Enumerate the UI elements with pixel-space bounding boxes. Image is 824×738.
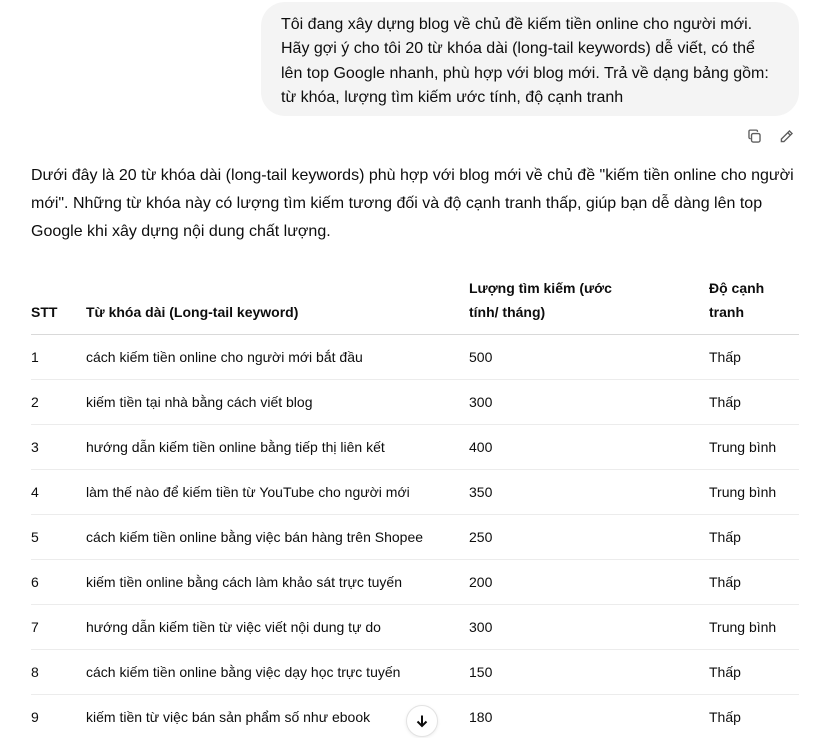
user-message-bubble	[261, 2, 799, 116]
cell-stt: 8	[31, 650, 86, 695]
cell-competition: Thấp	[709, 380, 799, 425]
user-message-line: Hãy gợi ý cho tôi 20 từ khóa dài (long-tail keywords) dễ viết, có thể	[281, 40, 755, 58]
table-row	[31, 380, 799, 425]
cell-volume: 350	[469, 470, 709, 515]
table-row	[31, 650, 799, 695]
scroll-to-bottom-button[interactable]	[406, 705, 438, 737]
cell-stt: 9	[31, 695, 86, 738]
table-row	[31, 335, 799, 380]
edit-message-button[interactable]	[776, 126, 796, 146]
cell-competition: Trung bình	[709, 605, 799, 650]
assistant-intro-line: Dưới đây là 20 từ khóa dài (long-tail keywords) phù hợp với blog mới về chủ đề "kiếm tiền online cho người	[31, 167, 794, 184]
cell-volume: 250	[469, 515, 709, 560]
cell-volume: 400	[469, 425, 709, 470]
cell-keyword: hướng dẫn kiếm tiền từ việc viết nội dung tự do	[86, 605, 469, 650]
cell-keyword: kiếm tiền tại nhà bằng cách viết blog	[86, 380, 469, 425]
cell-keyword: cách kiếm tiền online cho người mới bắt đầu	[86, 335, 469, 380]
cell-keyword: kiếm tiền online bằng cách làm khảo sát trực tuyến	[86, 560, 469, 605]
cell-stt: 6	[31, 560, 86, 605]
table-row	[31, 470, 799, 515]
cell-keyword: kiếm tiền từ việc bán sản phẩm số như ebook	[86, 695, 469, 738]
arrow-down-icon	[414, 713, 430, 729]
pencil-icon	[778, 128, 795, 145]
cell-stt: 1	[31, 335, 86, 380]
header-keyword: Từ khóa dài (Long-tail keyword)	[86, 268, 469, 335]
table-row	[31, 515, 799, 560]
cell-volume: 300	[469, 380, 709, 425]
header-competition-label: Độ cạnh tranh	[709, 280, 765, 320]
cell-competition: Thấp	[709, 335, 799, 380]
cell-volume: 200	[469, 560, 709, 605]
cell-stt: 4	[31, 470, 86, 515]
header-competition	[709, 268, 799, 335]
table-row	[31, 425, 799, 470]
assistant-intro-line: mới". Những từ khóa này có lượng tìm kiếm tương đối và độ cạnh tranh thấp, giúp bạn dễ dàng lên top	[31, 195, 763, 212]
cell-competition: Thấp	[709, 560, 799, 605]
cell-competition: Thấp	[709, 650, 799, 695]
keyword-table	[31, 268, 799, 738]
cell-stt: 3	[31, 425, 86, 470]
user-message-line: lên top Google nhanh, phù hợp với blog mới. Trả về dạng bảng gồm:	[281, 64, 769, 82]
cell-volume: 300	[469, 605, 709, 650]
cell-volume: 500	[469, 335, 709, 380]
cell-keyword: hướng dẫn kiếm tiền online bằng tiếp thị liên kết	[86, 425, 469, 470]
cell-stt: 5	[31, 515, 86, 560]
table-row	[31, 605, 799, 650]
cell-keyword: làm thế nào để kiếm tiền từ YouTube cho người mới	[86, 470, 469, 515]
cell-keyword: cách kiếm tiền online bằng việc dạy học trực tuyến	[86, 650, 469, 695]
keyword-table-container	[31, 268, 799, 738]
table-header-row	[31, 268, 799, 335]
cell-competition: Trung bình	[709, 425, 799, 470]
user-message-line: Tôi đang xây dựng blog về chủ đề kiếm tiền online cho người mới.	[281, 16, 753, 33]
header-stt: STT	[31, 268, 86, 335]
cell-stt: 7	[31, 605, 86, 650]
user-message-actions	[744, 126, 796, 146]
copy-icon	[746, 128, 763, 145]
table-row	[31, 560, 799, 605]
header-volume	[469, 268, 709, 335]
assistant-intro-text	[31, 162, 801, 246]
cell-competition: Thấp	[709, 695, 799, 738]
assistant-intro-line: Google khi xây dựng nội dung chất lượng.	[31, 223, 331, 240]
user-message-line: từ khóa, lượng tìm kiếm ước tính, độ cạnh tranh	[281, 89, 624, 107]
cell-volume: 180	[469, 695, 709, 738]
cell-volume: 150	[469, 650, 709, 695]
cell-competition: Trung bình	[709, 470, 799, 515]
header-volume-label: Lượng tìm kiếm (ước tính/ tháng)	[469, 280, 612, 320]
copy-button[interactable]	[744, 126, 764, 146]
cell-keyword: cách kiếm tiền online bằng việc bán hàng trên Shopee	[86, 515, 469, 560]
cell-stt: 2	[31, 380, 86, 425]
cell-competition: Thấp	[709, 515, 799, 560]
